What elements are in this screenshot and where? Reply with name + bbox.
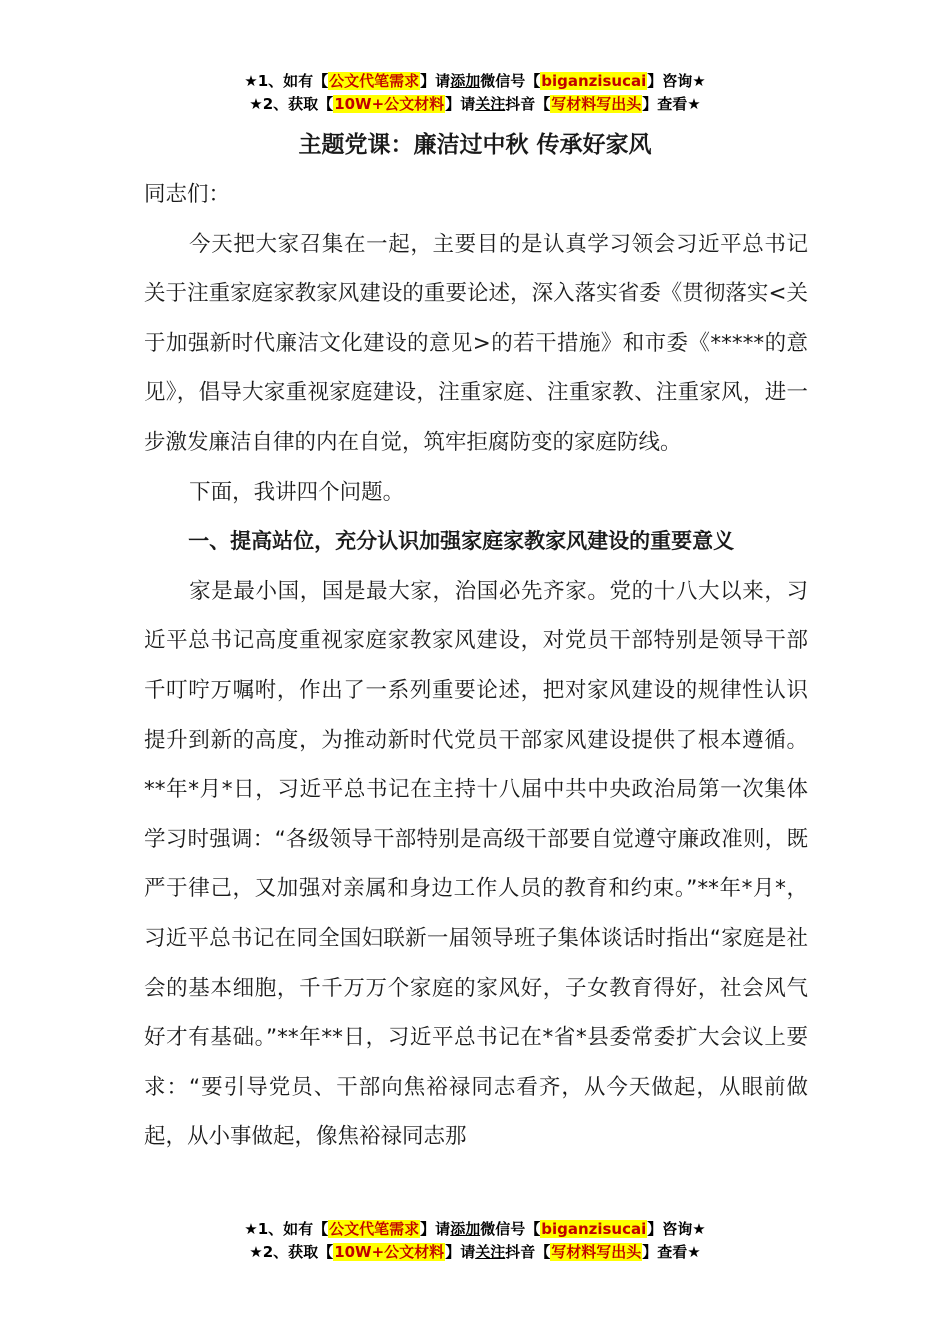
highlight-douyin-account: 写材料写出头 [551,95,642,113]
promo-banner-top [0,70,950,116]
highlight-materials: 10W+公文材料 [334,95,445,113]
promo-line-2: ★2、获取【10W+公文材料】请关注抖音【写材料写出头】查看★ [249,95,701,113]
highlight-ghostwriting: 公文代笔需求 [329,72,420,90]
paragraph-section-1: 家是最小国，国是最大家，治国必先齐家。党的十八大以来，习近平总书记高度重视家庭家教家风建设，对党员干部特别是领导干部千叮咛万嘱咐，作出了一系列重要论述，把对家风建设的规律性认识提升到新的高度，为推动新时代党员干部家风建设提供了根本遵循。**年*月*日，习近平总书记在主持十八届中共中央政治局第一次集体学习时强调：“各级领导干部特别是高级干部要自觉遵守廉政准则，既严于律己，又加强对亲属和身边工作人员的教育和约束。”**年*月*，习近平总书记在同全国妇联新一届领导班子集体谈话时指出“家庭是社会的基本细胞，千千万万个家庭的家风好，子女教育得好，社会风气好才有基础。”**年**日，习近平总书记在*省*县委常委扩大会议上要求：“要引导党员、干部向焦裕禄同志看齐，从今天做起，从眼前做起，从小事做起，像焦裕禄同志那 [144,578,808,1150]
highlight-wechat-id: biganzisucai [541,1220,647,1238]
promo-line-2: ★2、获取【10W+公文材料】请关注抖音【写材料写出头】查看★ [249,1243,701,1261]
highlight-ghostwriting: 公文代笔需求 [329,1220,420,1238]
paragraph-intro: 今天把大家召集在一起，主要目的是认真学习领会习近平总书记关于注重家庭家教家风建设的重要论述，深入落实省委《贯彻落实<关于加强新时代廉洁文化建设的意见>的若干措施》和市委《*****的意见》，倡导大家重视家庭建设，注重家庭、注重家教、注重家风，进一步激发廉洁自律的内在自觉，筑牢拒腐防变的家庭防线。 [144,231,808,455]
highlight-wechat-id: biganzisucai [541,72,647,90]
document-body [144,170,808,1162]
highlight-douyin-account: 写材料写出头 [551,1243,642,1261]
document-title: 主题党课：廉洁过中秋 传承好家风 [298,132,652,158]
promo-line-1: ★1、如有【公文代笔需求】请添加微信号【biganzisucai】咨询★ [244,1220,706,1238]
promo-line-1: ★1、如有【公文代笔需求】请添加微信号【biganzisucai】咨询★ [244,72,706,90]
paragraph-outline: 下面，我讲四个问题。 [189,479,405,505]
salutation: 同志们： [144,182,231,207]
section-heading-1: 一、提高站位，充分认识加强家庭家教家风建设的重要意义 [188,529,735,554]
highlight-materials: 10W+公文材料 [334,1243,445,1261]
promo-banner-bottom [0,1218,950,1264]
